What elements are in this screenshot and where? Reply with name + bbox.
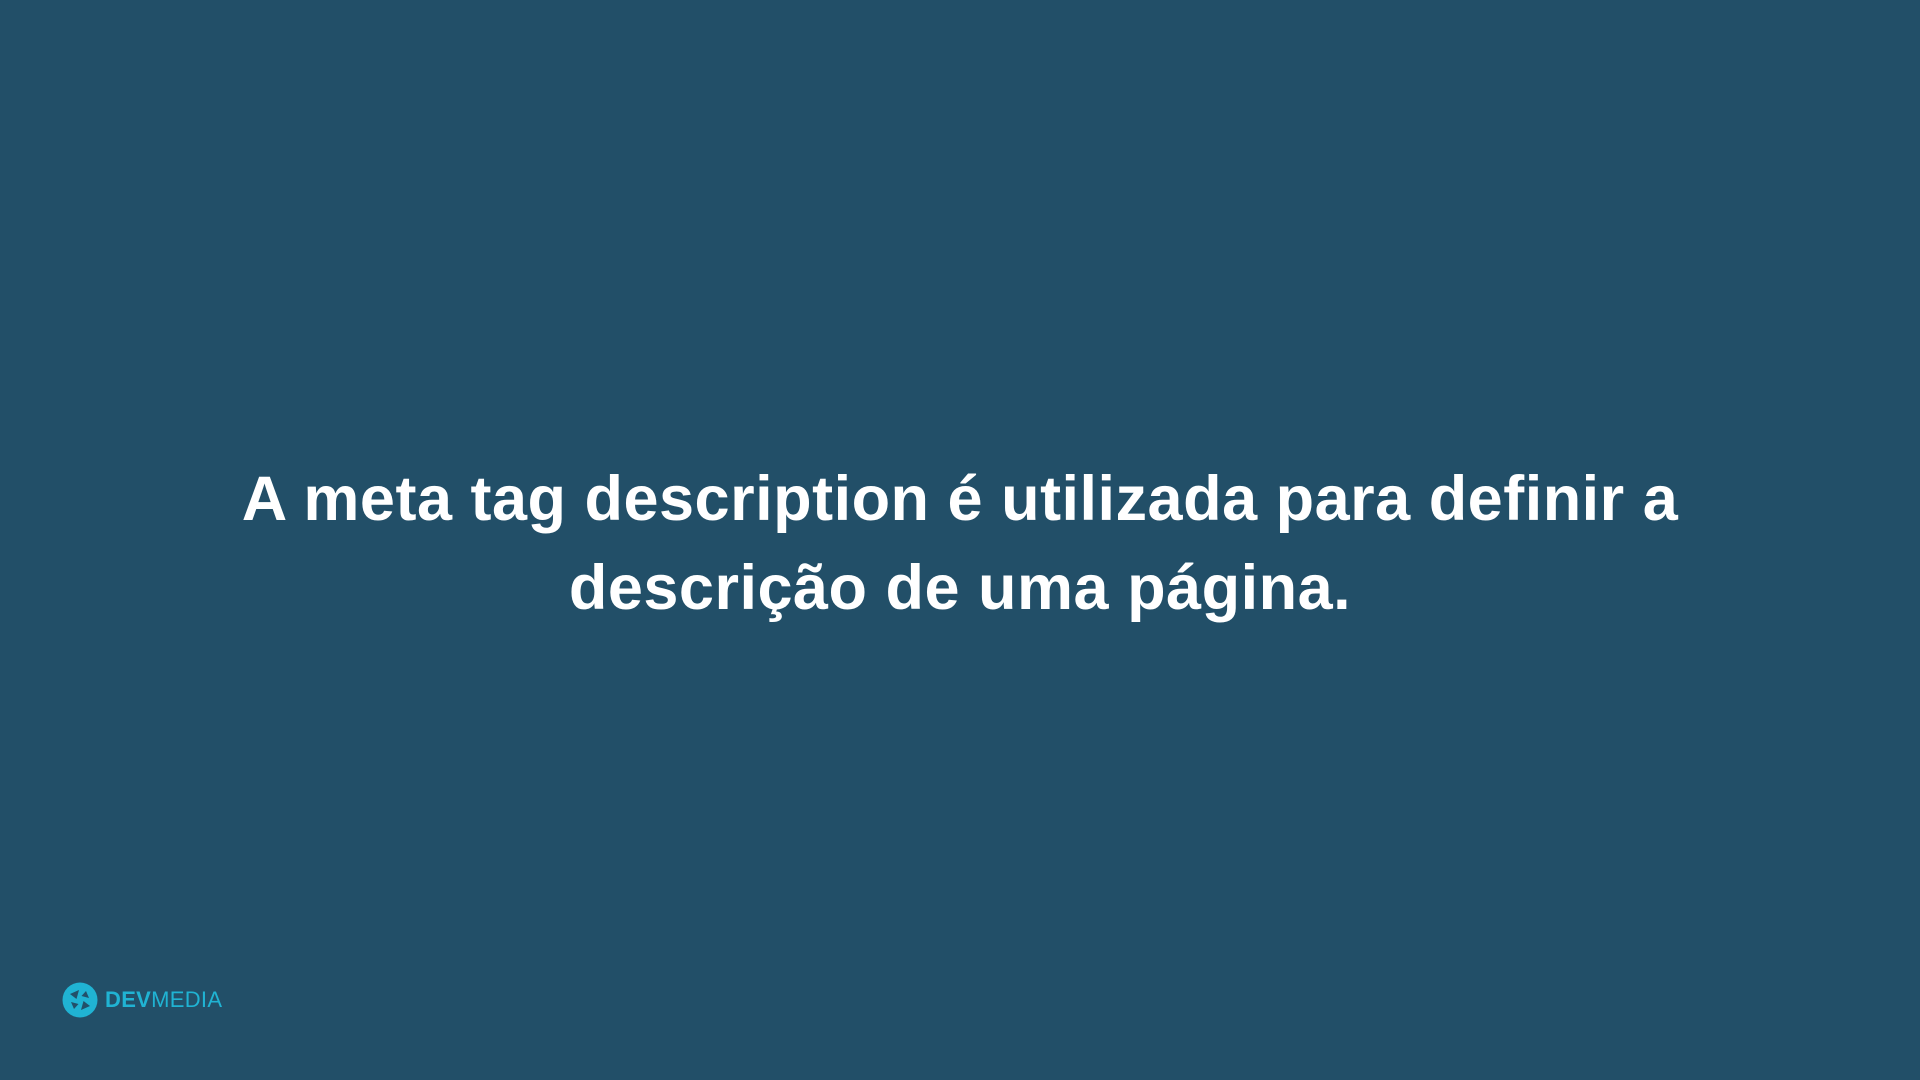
brand-name-bold: DEV [105, 987, 152, 1012]
caption-line-1: A meta tag description é utilizada para definir a [241, 464, 1679, 534]
brand-wordmark [105, 982, 222, 1018]
devmedia-logo-icon [62, 982, 98, 1018]
caption-line-2: descrição de uma página. [568, 553, 1352, 623]
slide-caption [150, 455, 1770, 633]
brand-name-light: MEDIA [151, 987, 223, 1012]
devmedia-logo [62, 982, 222, 1018]
